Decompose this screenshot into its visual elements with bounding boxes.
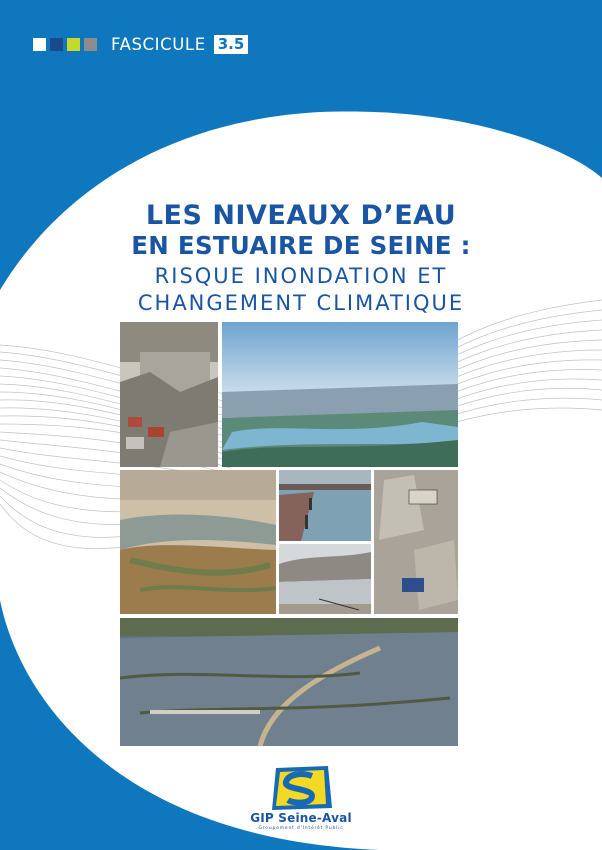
fascicule-header [33, 33, 248, 55]
fascicule-number: 3.5 [214, 35, 249, 54]
fascicule-label: FASCICULE [111, 34, 206, 54]
logo-name: GIP Seine-Aval [250, 811, 352, 825]
logo-subtitle: Groupement d'Intérêt Public [258, 826, 344, 831]
flooded-road-aerial-photo [120, 618, 458, 746]
estuary-aerial-photo [222, 322, 458, 467]
flood-marker-wall-photo [374, 470, 458, 614]
title-line-4: CHANGEMENT CLIMATIQUE [137, 291, 465, 315]
title-line-3: RISQUE INONDATION ET [154, 264, 448, 288]
flooded-river-meander-photo [120, 470, 276, 614]
riverbank-cliffs-photo [279, 544, 371, 614]
darkblue-square-icon [50, 38, 63, 51]
flooded-village-photo [120, 322, 218, 467]
green-square-icon [67, 38, 80, 51]
gip-seine-aval-logo-icon [262, 764, 342, 812]
flooded-quay-photo [279, 470, 371, 541]
white-square-icon [33, 38, 46, 51]
title-line-1: LES NIVEAUX D’EAU [145, 200, 457, 231]
grey-square-icon [84, 38, 97, 51]
document-title [0, 200, 602, 317]
title-line-2: EN ESTUAIRE DE SEINE : [131, 231, 471, 260]
